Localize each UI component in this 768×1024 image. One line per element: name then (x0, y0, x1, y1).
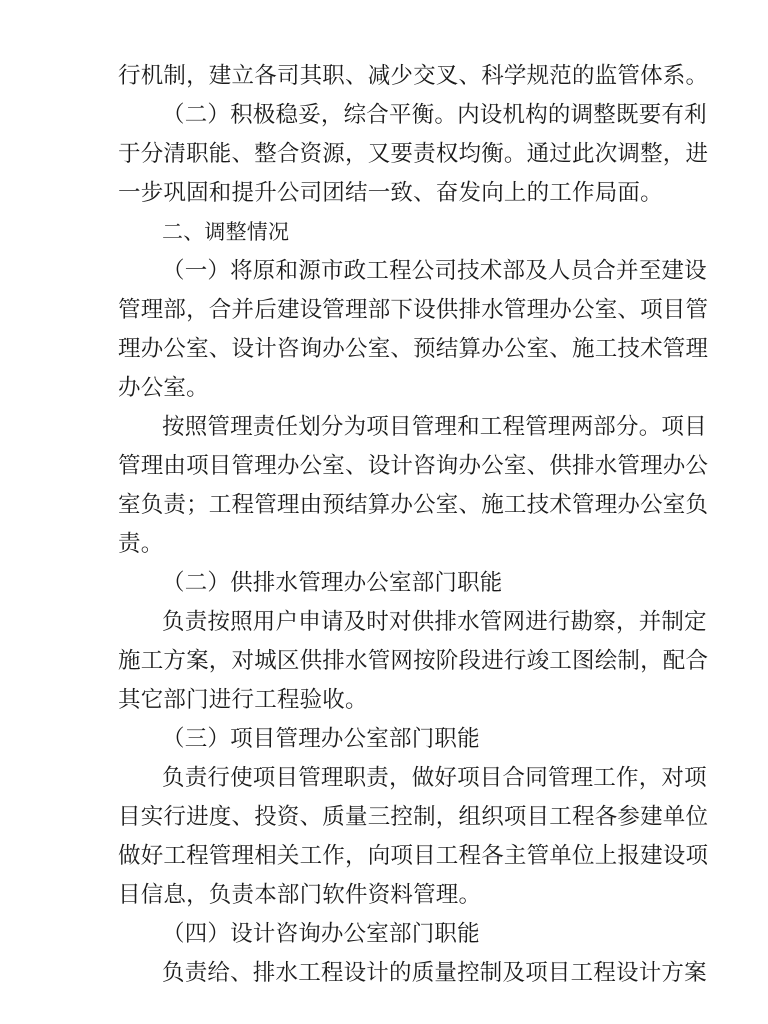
text-line: 室负责；工程管理由预结算办公室、施工技术管理办公室负 (118, 492, 709, 518)
subsection-heading: （二）供排水管理办公室部门职能 (162, 570, 503, 596)
text-line: 管理部，合并后建设管理部下设供排水管理办公室、项目管 (118, 297, 709, 323)
text-line: （二）积极稳妥，综合平衡。内设机构的调整既要有利 (162, 102, 707, 128)
text-line: 施工方案，对城区供排水管网按阶段进行竣工图绘制，配合 (118, 648, 709, 674)
text-line: 办公室。 (118, 375, 209, 401)
text-line: 其它部门进行工程验收。 (118, 687, 368, 713)
subsection-heading: （四）设计咨询办公室部门职能 (162, 921, 480, 947)
text-line: 按照管理责任划分为项目管理和工程管理两部分。项目 (162, 414, 707, 440)
text-line: 管理由项目管理办公室、设计咨询办公室、供排水管理办公 (118, 453, 709, 479)
text-line: 一步巩固和提升公司团结一致、奋发向上的工作局面。 (118, 180, 663, 206)
text-line: 理办公室、设计咨询办公室、预结算办公室、施工技术管理 (118, 336, 709, 362)
text-line: 行机制，建立各司其职、减少交叉、科学规范的监管体系。 (118, 63, 709, 89)
text-line: （一）将原和源市政工程公司技术部及人员合并至建设 (162, 258, 707, 284)
subsection-heading: （三）项目管理办公室部门职能 (162, 726, 480, 752)
text-line: 责。 (118, 531, 164, 557)
text-line: 目信息，负责本部门软件资料管理。 (118, 882, 482, 908)
text-line: 于分清职能、整合资源，又要责权均衡。通过此次调整，进 (118, 141, 709, 167)
text-line: 目实行进度、投资、质量三控制，组织项目工程各参建单位 (118, 804, 709, 830)
section-heading: 二、调整情况 (162, 220, 290, 244)
text-line: 负责按照用户申请及时对供排水管网进行勘察，并制定 (162, 609, 707, 635)
text-line: 做好工程管理相关工作，向项目工程各主管单位上报建设项 (118, 843, 709, 869)
text-line: 负责给、排水工程设计的质量控制及项目工程设计方案 (162, 960, 707, 986)
text-line: 负责行使项目管理职责，做好项目合同管理工作，对项 (162, 765, 707, 791)
